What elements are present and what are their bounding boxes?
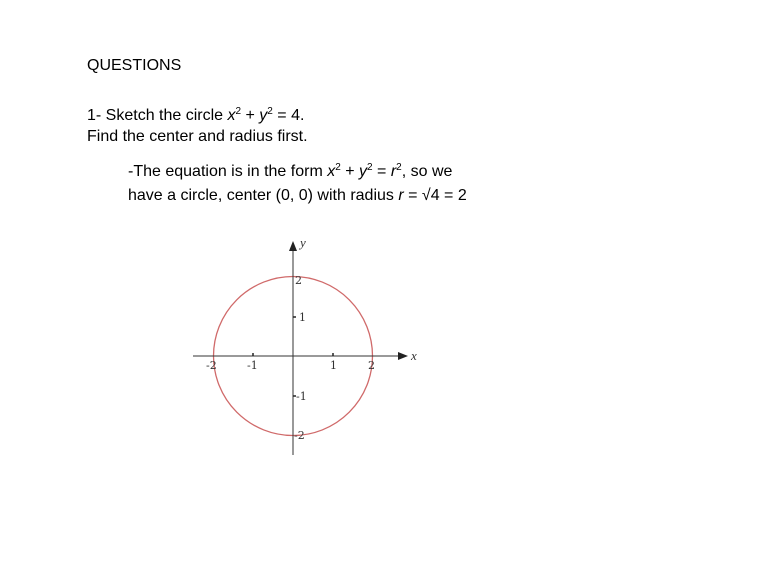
x-tick-label: 1 [330,359,337,372]
equals: = [372,163,391,180]
equals: = 4. [272,107,305,124]
exponent: 2 [235,106,242,117]
x-axis-arrow-icon [398,352,408,360]
var-y: y [359,163,368,180]
x-tick-label: -1 [247,359,258,372]
answer-text: = √4 = 2 [403,187,467,204]
exponent: 2 [367,162,373,173]
question-text: 1- Sketch the circle [87,107,228,124]
var-x: x [227,107,236,124]
question-line-2: Find the center and radius first. [87,128,308,145]
var-r: r [398,187,404,204]
answer-text: , so we [401,163,453,180]
plus: + [340,163,360,180]
var-x: x [327,163,336,180]
x-axis-label: x [411,348,417,363]
y-axis-label: y [300,235,306,250]
y-tick-label: -1 [296,390,307,403]
y-axis-arrow-icon [289,241,297,251]
exponent: 2 [335,162,341,173]
answer-text: have a circle, center (0, 0) with radius [128,187,399,204]
x-tick-label: -2 [206,359,217,372]
exponent: 2 [267,106,273,117]
y-tick-label: -2 [294,429,305,442]
y-tick-label: 2 [295,274,302,287]
var-r: r [390,163,397,180]
exponent: 2 [396,162,402,173]
heading: QUESTIONS [87,57,182,74]
plus: + [241,107,260,124]
var-y: y [259,107,268,124]
y-tick-label: 1 [299,311,306,324]
x-tick-label: 2 [368,359,375,372]
answer-text: -The equation is in the form [128,163,328,180]
